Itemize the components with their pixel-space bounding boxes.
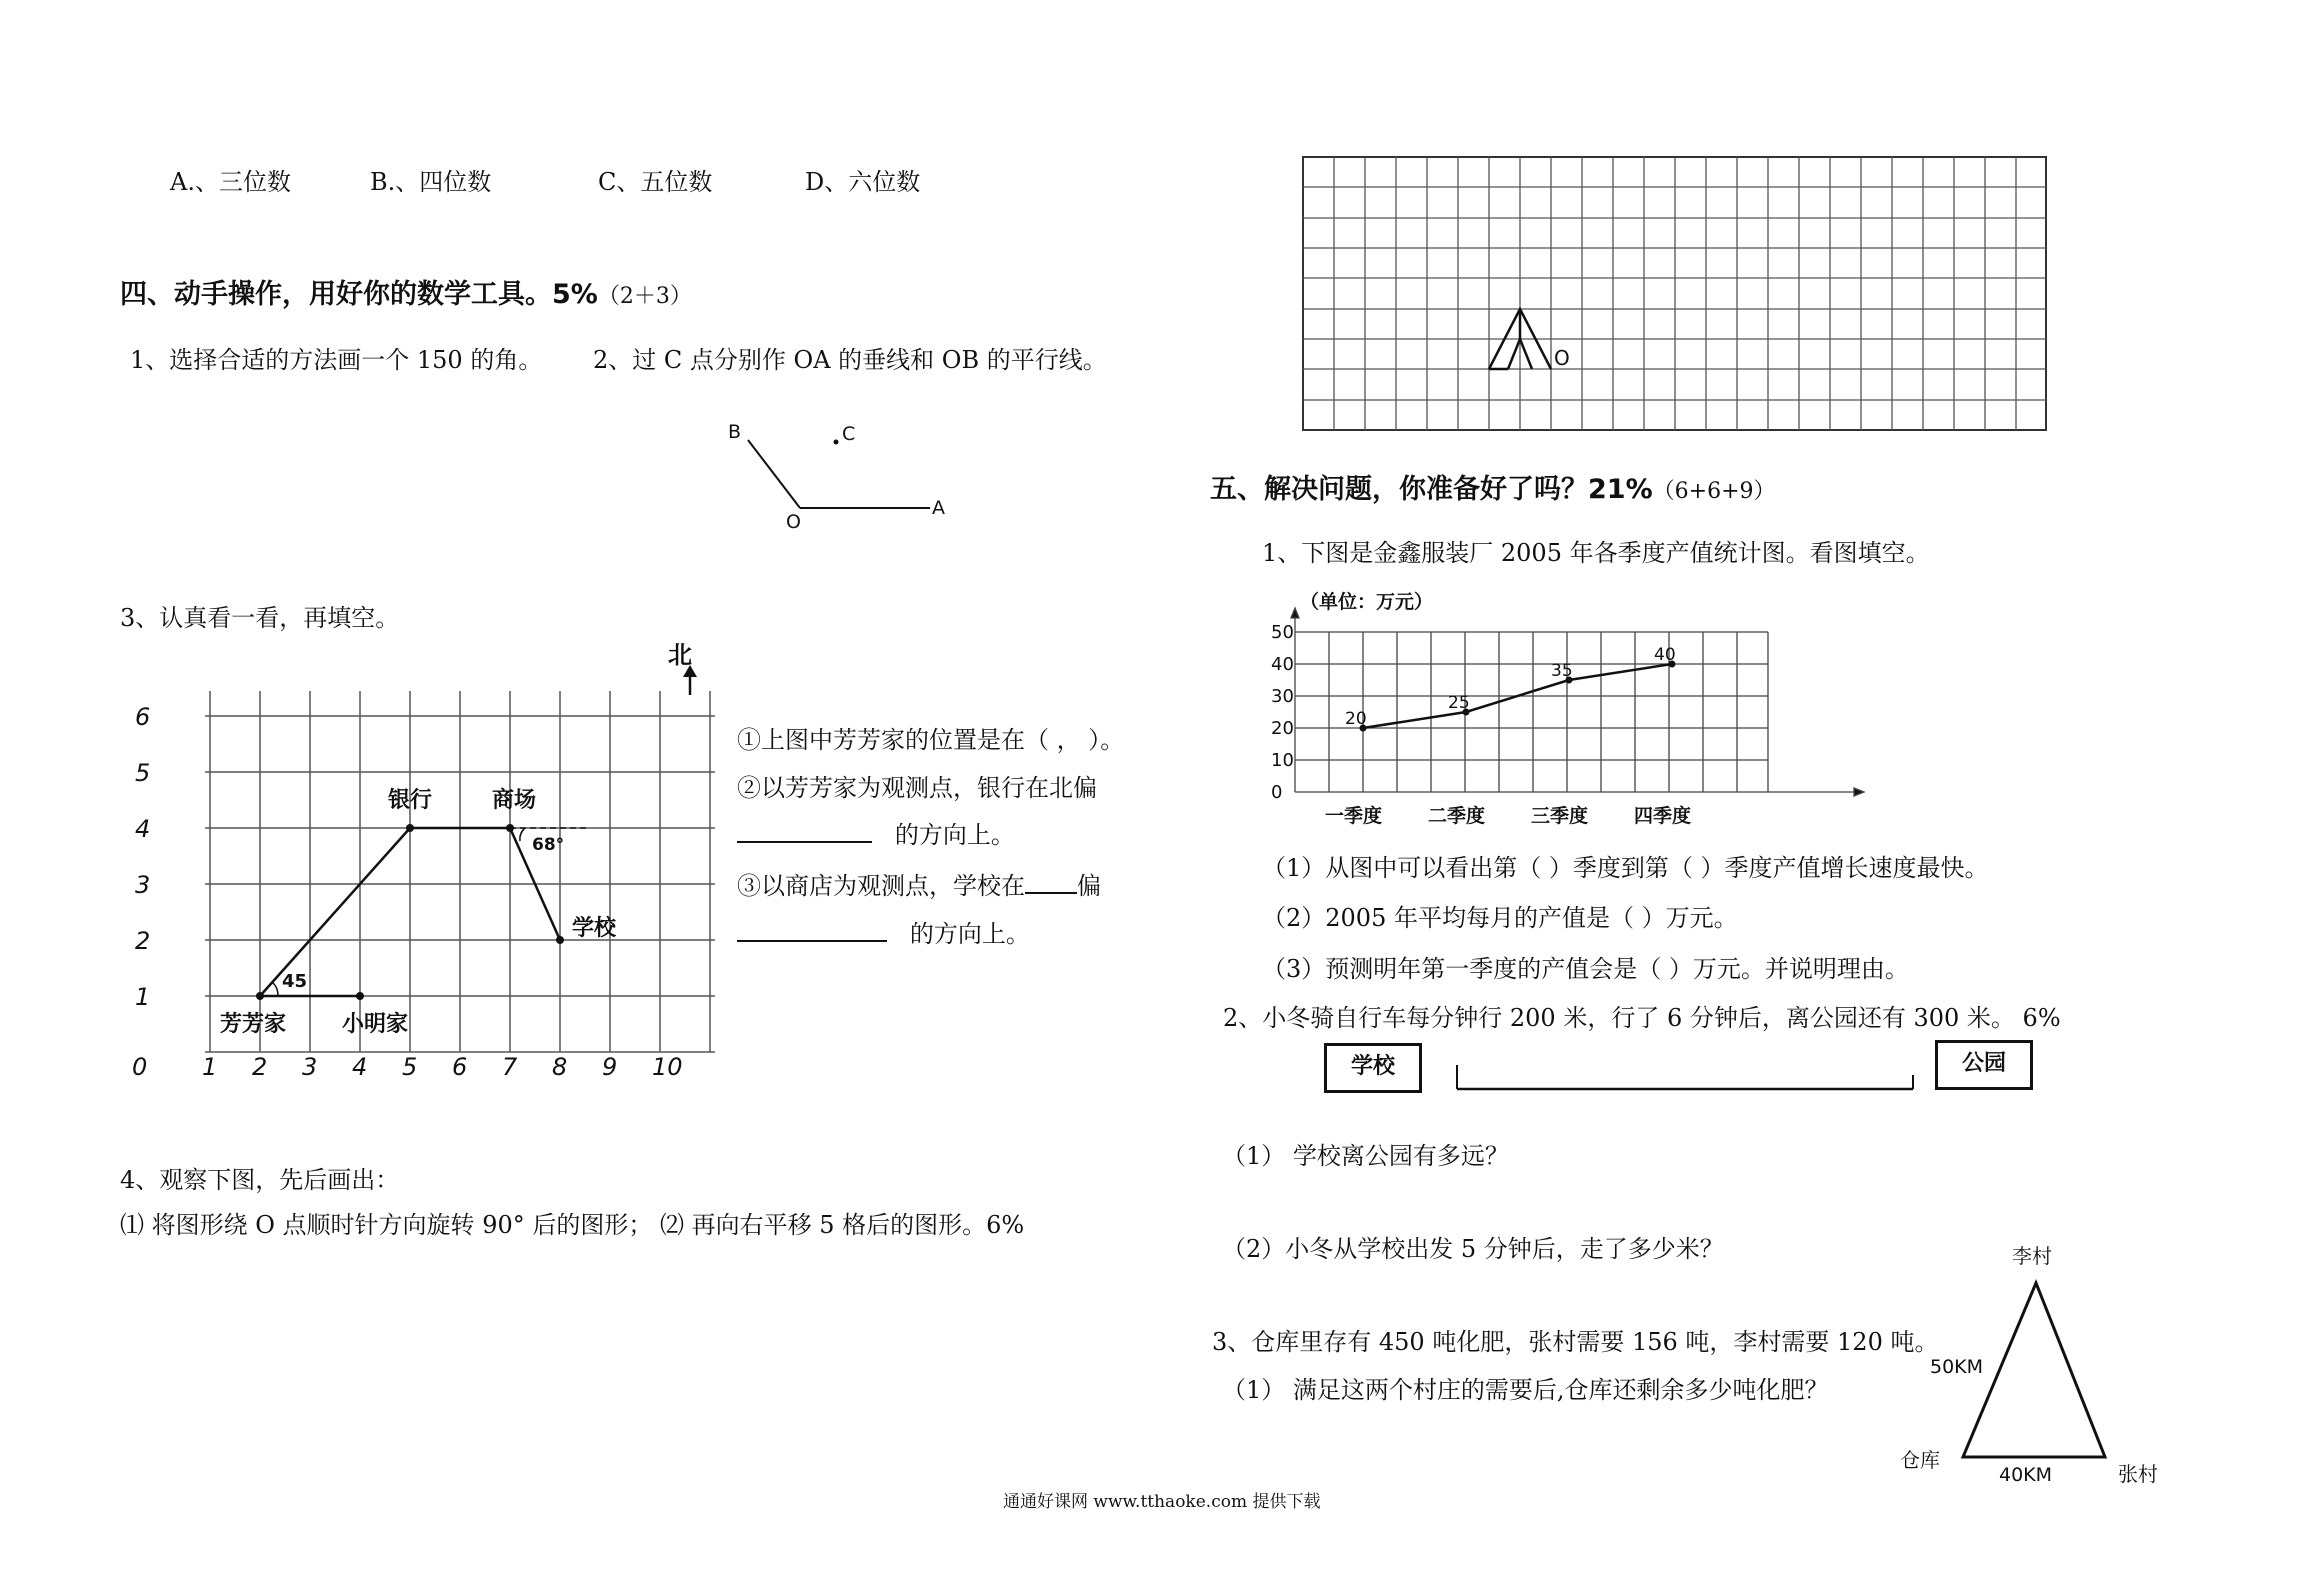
label-fangfang: 芳芳家 xyxy=(220,1012,287,1037)
y-axis-arrow xyxy=(1291,608,1299,618)
svg-text:2: 2 xyxy=(135,927,151,955)
option-d: D、六位数 xyxy=(805,168,921,196)
option-b: B.、四位数 xyxy=(370,168,492,196)
point-o-label: O xyxy=(1554,346,1570,370)
section5-q3: 3、仓库里存有 450 吨化肥，张村需要 156 吨，李村需要 120 吨。 xyxy=(1212,1328,1939,1356)
option-c: C、五位数 xyxy=(598,168,713,196)
label-licun: 李村 xyxy=(2012,1244,2052,1268)
q3-line4: ③以商店为观测点，学校在 偏 xyxy=(737,872,1101,900)
coordinate-map xyxy=(120,635,730,1095)
rotation-grid xyxy=(1303,157,2049,433)
svg-text:2: 2 xyxy=(252,1053,268,1081)
label-side: 50KM xyxy=(1930,1356,1984,1378)
svg-text:45: 45 xyxy=(282,971,308,992)
section4-q3: 3、认真看一看，再填空。 xyxy=(120,604,400,632)
y-tick-label: 10 xyxy=(1271,750,1294,771)
svg-text:68°: 68° xyxy=(532,835,565,855)
svg-text:9: 9 xyxy=(602,1053,618,1081)
section5-q1: 1、下图是金鑫服装厂 2005 年各季度产值统计图。看图填空。 xyxy=(1262,539,1930,567)
x-tick-label: 三季度 xyxy=(1531,805,1589,827)
angle-figure xyxy=(690,410,970,540)
x-tick-label: 一季度 xyxy=(1325,805,1383,827)
option-a: A.、三位数 xyxy=(170,168,291,196)
y-tick-label: 40 xyxy=(1271,654,1294,675)
section5-q3a: （1） 满足这两个村庄的需要后,仓库还剩余多少吨化肥？ xyxy=(1222,1376,1829,1404)
park-box: 公园 xyxy=(1935,1040,2033,1090)
label-zhangcun: 张村 xyxy=(2118,1462,2158,1486)
label-base: 40KM xyxy=(1999,1464,2053,1486)
y-tick-label: 0 xyxy=(1271,782,1283,803)
svg-text:6: 6 xyxy=(452,1053,468,1081)
section4-q4-detail: ⑴ 将图形绕 O 点顺时针方向旋转 90° 后的图形； ⑵ 再向右平移 5 格后的图形。6% xyxy=(120,1211,1025,1239)
y-tick-label: 20 xyxy=(1271,718,1294,739)
section5-q1c: （3）预测明年第一季度的产值会是（ ）万元。并说明理由。 xyxy=(1262,955,1909,983)
q3-line2: ②以芳芳家为观测点，银行在北偏 xyxy=(737,774,1097,802)
svg-text:4: 4 xyxy=(352,1053,368,1081)
y-tick-label: 50 xyxy=(1271,622,1294,643)
data-label: 20 xyxy=(1345,709,1367,729)
chart-title: （单位：万元） xyxy=(1300,591,1434,613)
data-label: 35 xyxy=(1551,661,1573,681)
svg-text:8: 8 xyxy=(552,1053,568,1081)
label-o: O xyxy=(786,511,801,533)
data-label: 25 xyxy=(1448,693,1470,713)
svg-text:5: 5 xyxy=(402,1053,418,1081)
north-label: 北 xyxy=(668,641,692,669)
svg-text:4: 4 xyxy=(135,815,151,843)
svg-text:3: 3 xyxy=(135,871,151,899)
label-b: B xyxy=(728,421,742,443)
svg-text:10: 10 xyxy=(652,1053,683,1081)
section5-q2a: （1） 学校离公园有多远？ xyxy=(1222,1142,1509,1170)
village-triangle xyxy=(1900,1235,2180,1495)
section4-q1: 1、选择合适的方法画一个 150 的角。 xyxy=(130,346,543,374)
section4-q4: 4、观察下图，先后画出： xyxy=(120,1166,400,1194)
q3-line1: ①上图中芳芳家的位置是在（ ， ）。 xyxy=(737,726,1125,754)
section5-q2: 2、小冬骑自行车每分钟行 200 米，行了 6 分钟后，离公园还有 300 米。 6% xyxy=(1223,1004,2061,1032)
footer: 通通好课网 www.tthaoke.com 提供下载 xyxy=(1003,1492,1321,1512)
label-cangku: 仓库 xyxy=(1900,1448,1940,1472)
section5-q1a: （1）从图中可以看出第（ ）季度到第（ ）季度产值增长速度最快。 xyxy=(1262,854,1989,882)
q3-line3: 的方向上。 xyxy=(737,815,1015,850)
label-school: 学校 xyxy=(572,916,617,941)
label-mall: 商场 xyxy=(492,788,537,813)
y-tick-label: 30 xyxy=(1271,686,1294,707)
svg-text:7: 7 xyxy=(502,1053,518,1081)
section4-q2: 2、过 C 点分别作 OA 的垂线和 OB 的平行线。 xyxy=(593,346,1107,374)
production-line-chart xyxy=(1240,580,1880,840)
q3-line5: 的方向上。 xyxy=(737,914,1030,949)
school-box: 学校 xyxy=(1324,1043,1422,1093)
route-line xyxy=(1455,1065,1917,1095)
section4-heading: 四、动手操作，用好你的数学工具。5%（2＋3） xyxy=(120,279,692,310)
data-label: 40 xyxy=(1654,645,1676,665)
x-tick-label: 二季度 xyxy=(1428,805,1486,827)
section5-q1b: （2）2005 年平均每月的产值是（ ）万元。 xyxy=(1262,904,1738,932)
section5-heading: 五、解决问题，你准备好了吗？21%（6+6+9） xyxy=(1210,474,1776,505)
svg-text:1: 1 xyxy=(135,983,151,1011)
label-xiaoming: 小明家 xyxy=(342,1012,409,1037)
label-a: A xyxy=(932,497,945,519)
x-axis-arrow xyxy=(1854,788,1864,796)
svg-text:0: 0 xyxy=(132,1053,148,1081)
label-c: C xyxy=(842,423,856,445)
section5-q2b: （2）小冬从学校出发 5 分钟后，走了多少米？ xyxy=(1222,1235,1724,1263)
x-tick-label: 四季度 xyxy=(1634,805,1692,827)
svg-text:6: 6 xyxy=(135,703,151,731)
svg-text:3: 3 xyxy=(302,1053,318,1081)
svg-text:1: 1 xyxy=(202,1053,218,1081)
label-bank: 银行 xyxy=(388,788,433,813)
svg-text:5: 5 xyxy=(135,759,151,787)
